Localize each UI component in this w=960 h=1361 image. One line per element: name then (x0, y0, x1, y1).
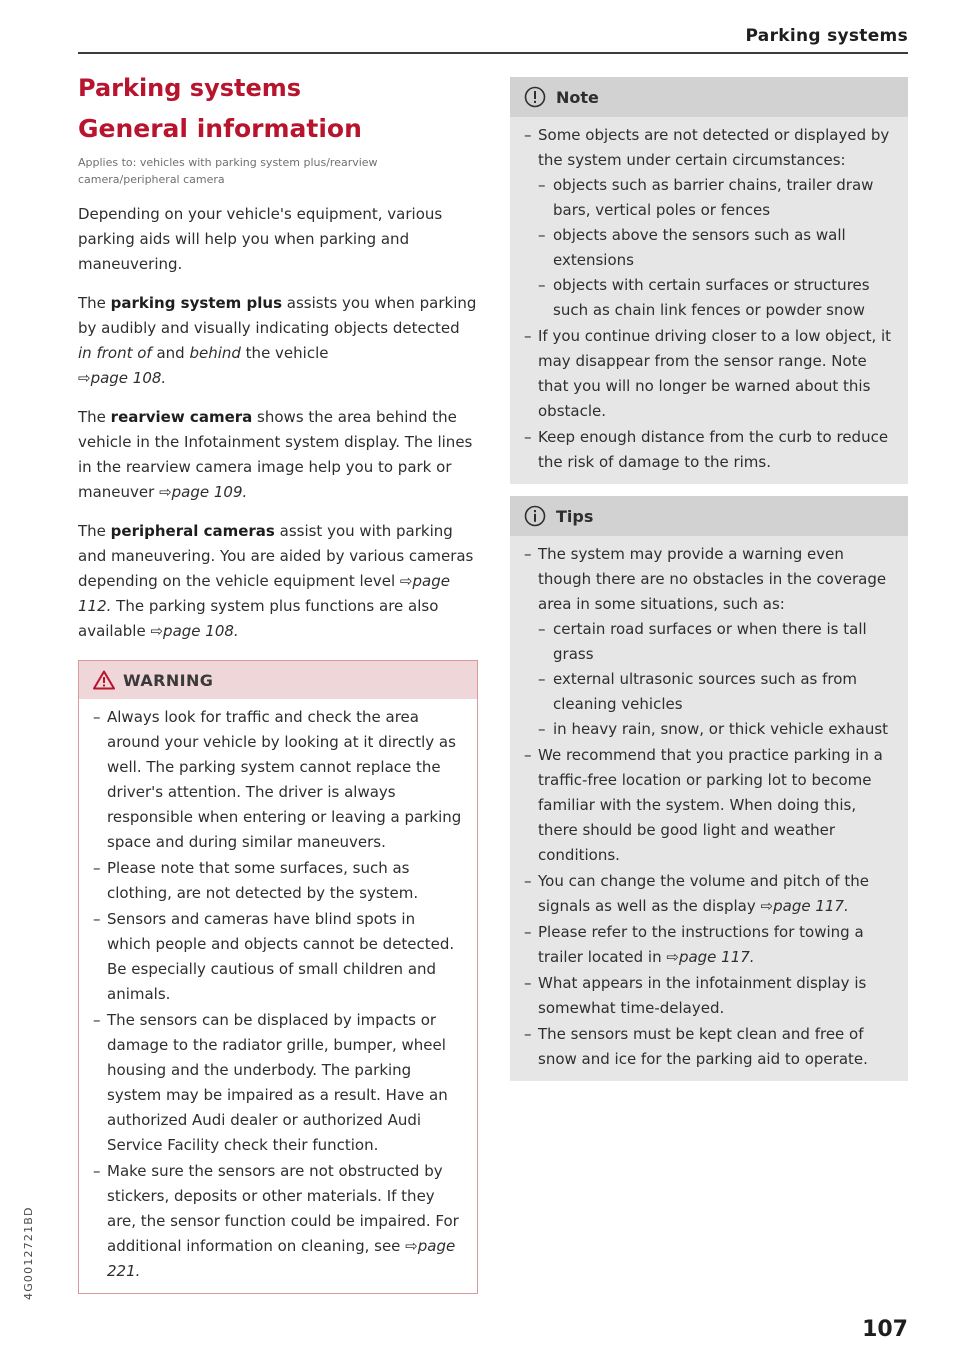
tips-box (510, 496, 908, 1081)
warning-header (79, 661, 477, 699)
tips-item: – We recommend that you practice parking in a traffic-free location or parking lot to become familiar with the system. When doing this, there should be good light and weather conditions. (524, 743, 894, 868)
page-reference-link[interactable]: ⇨page 117. (760, 897, 849, 915)
page-reference-link[interactable]: ⇨page 117. (666, 948, 755, 966)
tips-title: Tips (556, 506, 594, 526)
tips-item: – What appears in the infotainment display is somewhat time-delayed. (524, 971, 894, 1021)
tips-header (510, 496, 908, 536)
applies-to-note: Applies to: vehicles with parking system plus/rearview camera/peripheral camera (78, 156, 378, 186)
note-box (510, 77, 908, 484)
note-item: – Some objects are not detected or displayed by the system under certain circumstances: – objects such as barrier chains, trailer draw bars, vertical poles or fences – objects above the sensors such as wall extensions – objects with certain surfaces or structures such as chain link fences or powder snow (524, 123, 894, 323)
note-subitem: – objects with certain surfaces or structures such as chain link fences or powder snow (538, 273, 894, 323)
warning-item: – Sensors and cameras have blind spots in which people and objects cannot be detected. Be especially cautious of small children and animals. (93, 907, 463, 1007)
page-number: 107 (862, 1317, 908, 1342)
right-column (510, 77, 908, 1081)
page-reference-link[interactable]: ⇨page 108. (78, 369, 167, 387)
warning-title: WARNING (123, 670, 214, 690)
warning-list (79, 699, 477, 1293)
note-subitem: – objects above the sensors such as wall extensions (538, 223, 894, 273)
header-rule (78, 52, 908, 54)
tips-item: – The system may provide a warning even though there are no obstacles in the coverage area in some situations, such as: – certain road surfaces or when there is tall grass – external ultrasonic sources such as from cleaning vehicles – in heavy rain, snow, or thick vehicle exhaust (524, 542, 894, 742)
subsection-title: General information (78, 114, 362, 143)
page-reference-link[interactable]: ⇨page 109. (159, 483, 248, 501)
document-code: 4G0012721BD (22, 1206, 35, 1300)
warning-item: – The sensors can be displaced by impacts or damage to the radiator grille, bumper, wheel housing and the underbody. The parking system may be impaired as a result. Have an authorized Audi dealer or authorized Audi Service Facility check their function. (93, 1008, 463, 1158)
tips-subitem: – certain road surfaces or when there is tall grass (538, 617, 894, 667)
note-subitem: – objects such as barrier chains, trailer draw bars, vertical poles or fences (538, 173, 894, 223)
tips-sublist (538, 617, 894, 742)
warning-item: – Always look for traffic and check the area around your vehicle by looking at it directly as well. The parking system cannot replace the driver's attention. The driver is always responsible when entering or leaving a parking space and during similar maneuvers. (93, 705, 463, 855)
note-title: Note (556, 87, 599, 107)
tips-item: – Please refer to the instructions for towing a trailer located in ⇨page 117. (524, 920, 894, 970)
rearview-camera-paragraph: The rearview camera shows the area behind the vehicle in the Infotainment system display. The lines in the rearview camera image help you to park or maneuver ⇨page 109. (78, 408, 473, 501)
note-sublist (538, 173, 894, 323)
term-rearview-camera: rearview camera (110, 408, 253, 426)
term-parking-system-plus: parking system plus (110, 294, 282, 312)
peripheral-cameras-paragraph: The peripheral cameras assist you with parking and maneuvering. You are aided by various cameras depending on the vehicle equipment level ⇨page 112. The parking system plus functions are also available ⇨page 108. (78, 522, 474, 640)
running-header: Parking systems (745, 26, 908, 46)
tips-list (510, 536, 908, 1081)
intro-paragraph: Depending on your vehicle's equipment, various parking aids will help you when parking and maneuvering. (78, 205, 443, 273)
note-item: – Keep enough distance from the curb to reduce the risk of damage to the rims. (524, 425, 894, 475)
section-title: Parking systems (78, 74, 302, 102)
note-item: – If you continue driving closer to a low object, it may disappear from the sensor range. Note that you will no longer be warned about this obstacle. (524, 324, 894, 424)
info-circle-icon (524, 505, 546, 527)
note-header (510, 77, 908, 117)
tips-item: – You can change the volume and pitch of the signals as well as the display ⇨page 117. (524, 869, 894, 919)
warning-item: – Please note that some surfaces, such as clothing, are not detected by the system. (93, 856, 463, 906)
tips-item: – The sensors must be kept clean and free of snow and ice for the parking aid to operate. (524, 1022, 894, 1072)
exclamation-circle-icon (524, 86, 546, 108)
term-peripheral-cameras: peripheral cameras (110, 522, 275, 540)
page-reference-link[interactable]: ⇨page 108. (150, 622, 239, 640)
warning-item: – Make sure the sensors are not obstructed by stickers, deposits or other materials. If they are, the sensor function could be impaired. For additional information on cleaning, see ⇨page 221. (93, 1159, 463, 1284)
tips-subitem: – external ultrasonic sources such as from cleaning vehicles (538, 667, 894, 717)
page-reference-link[interactable]: ⇨page 112. (78, 572, 450, 615)
tips-subitem: – in heavy rain, snow, or thick vehicle exhaust (538, 717, 894, 742)
page-reference-link[interactable]: ⇨page 221. (107, 1237, 456, 1280)
warning-box (78, 660, 478, 1294)
parking-system-plus-paragraph: The parking system plus assists you when parking by audibly and visually indicating objects detected in front of and behind the vehicle ⇨page 108. (78, 294, 477, 387)
left-column (78, 72, 478, 1294)
note-list (510, 117, 908, 484)
warning-triangle-icon (93, 670, 115, 690)
